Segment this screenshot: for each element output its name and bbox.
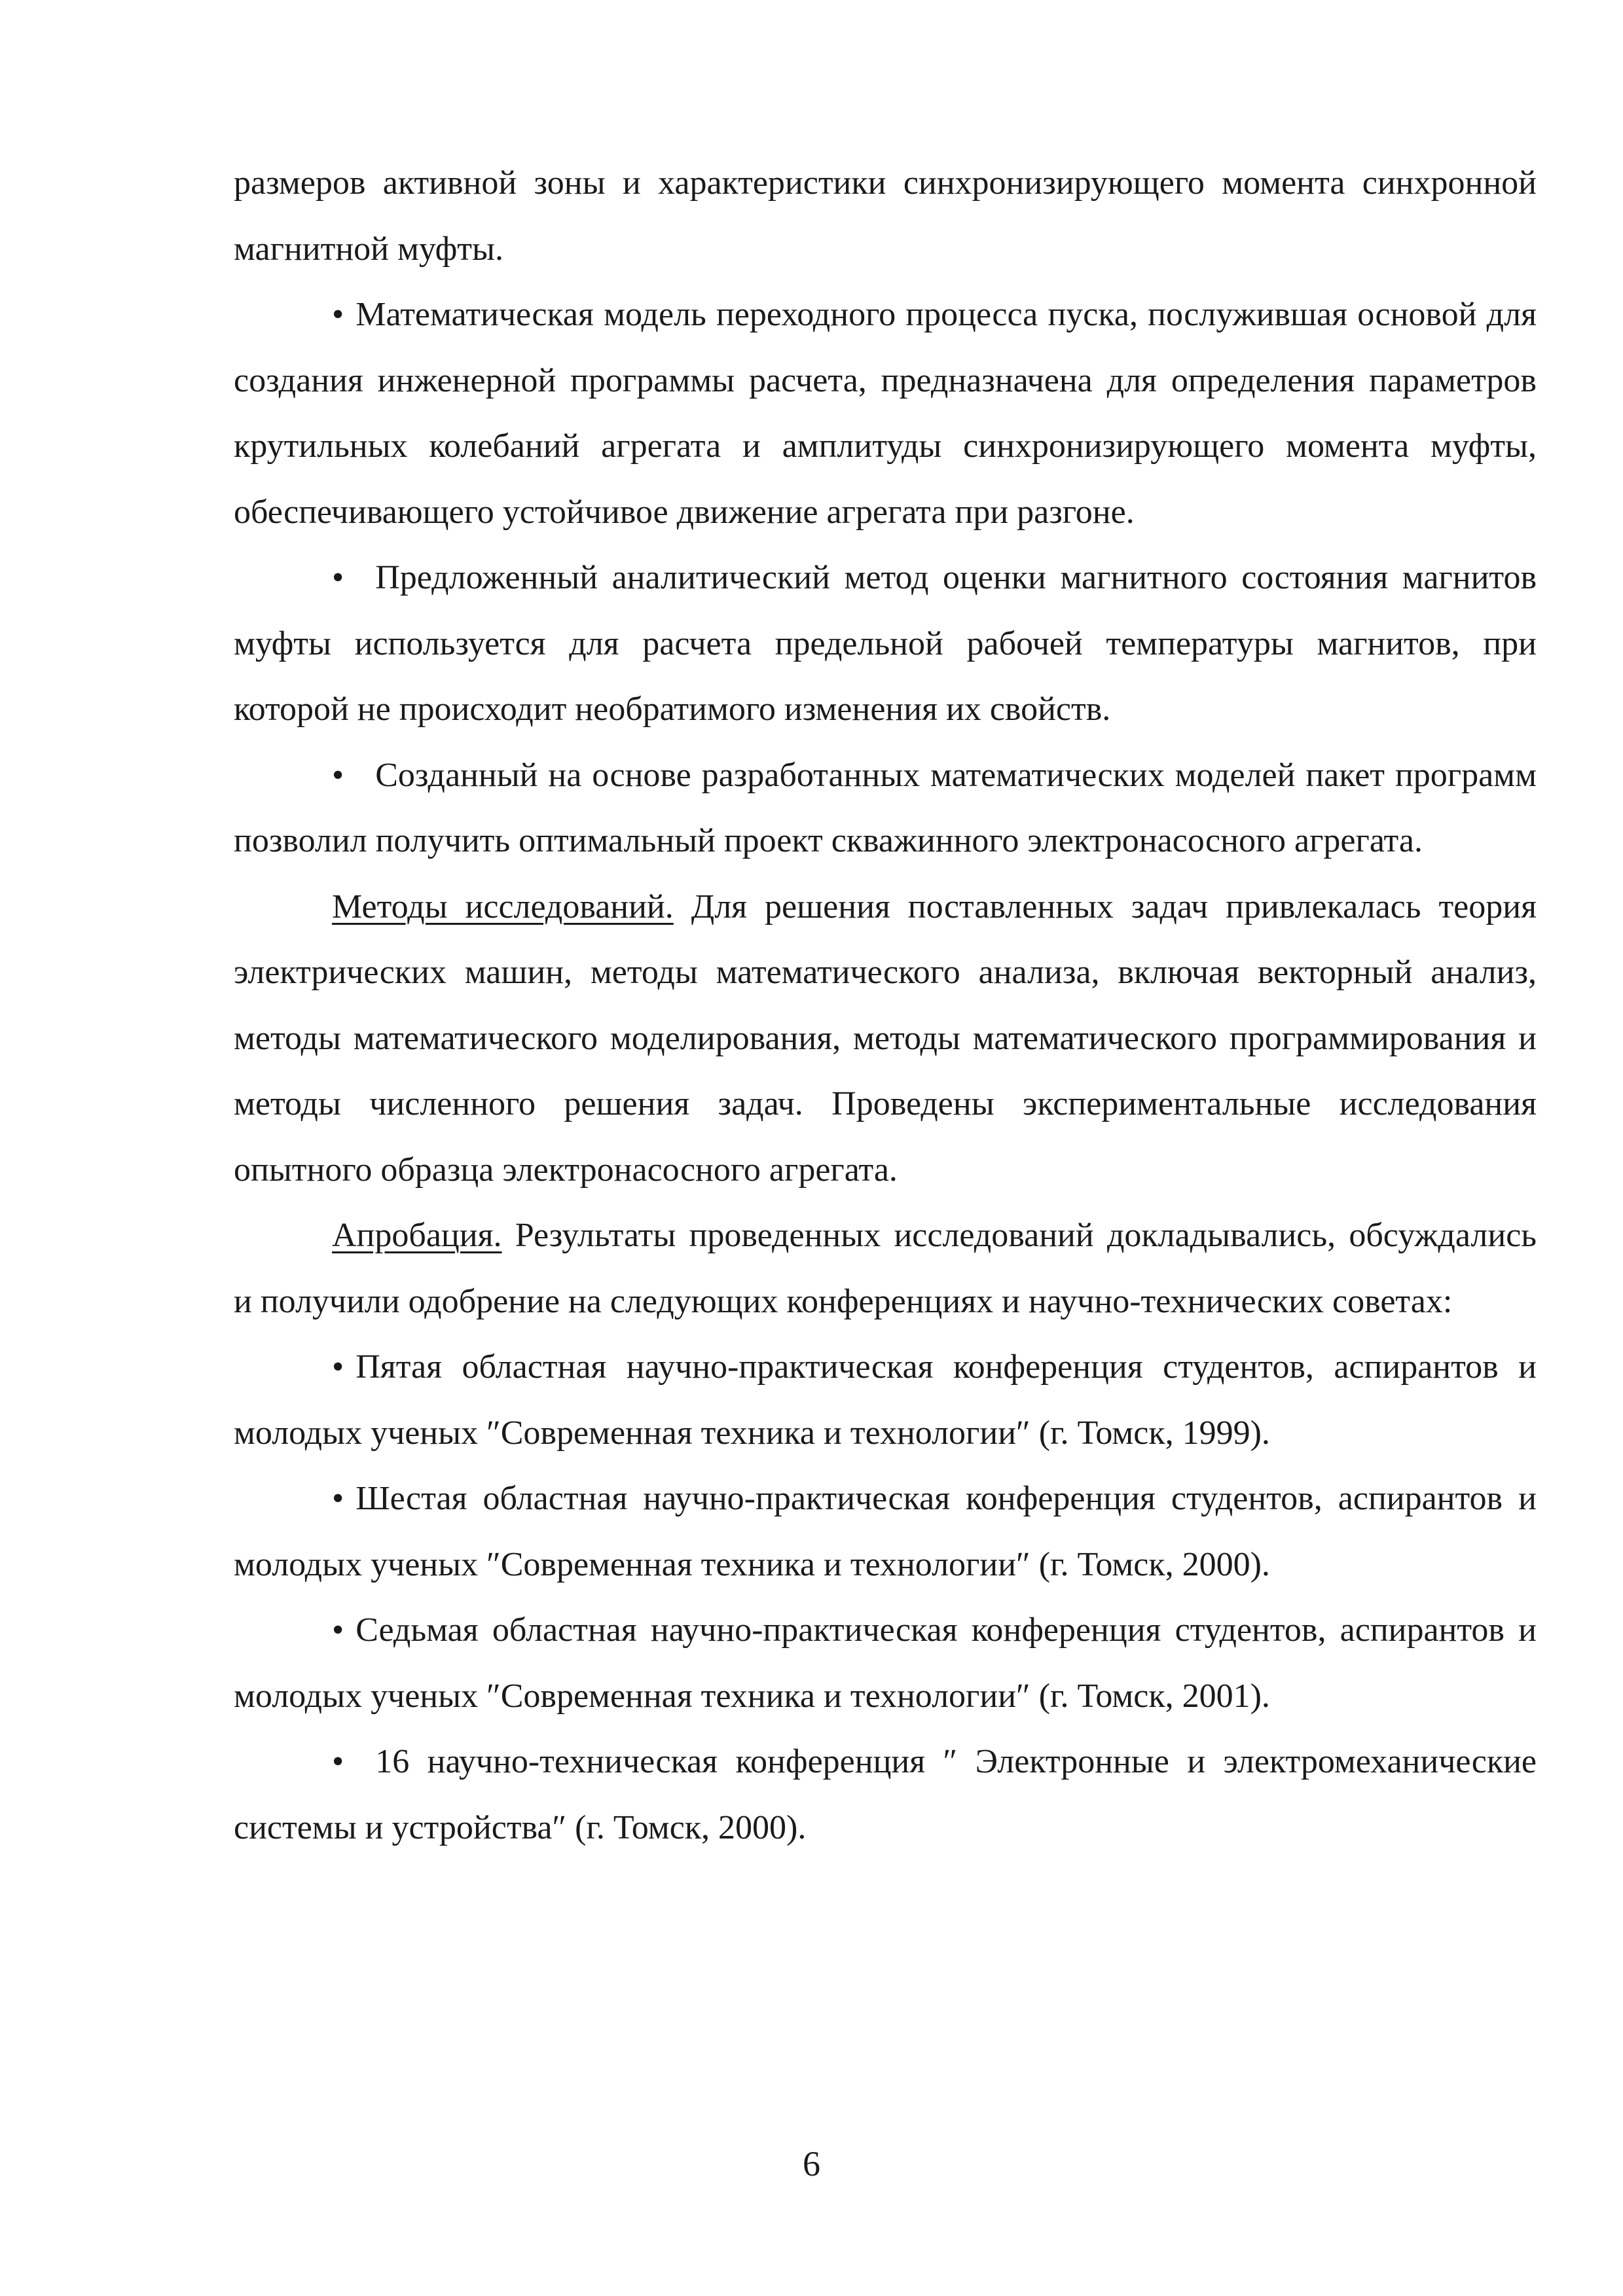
bullet-item-conference-1999 [234, 1335, 1537, 1466]
paragraph-text: Предложенный аналитический метод оценки магнитного состояния магнитов муфты используется для расчета предельной рабочей температуры магнитов, при которой не происходит необратимого изменения их свойств. [234, 559, 1537, 728]
bullet-icon: • [332, 1348, 344, 1386]
paragraph-text: Результаты проведенных исследований докладывались, обсуждались и получили одобрение на следующих конференциях и научно-технических советах: [234, 1217, 1537, 1320]
bullet-item-software-package [234, 743, 1537, 874]
paragraph-text: Для решения поставленных задач привлекалась теория электрических машин, методы математического анализа, включая векторный анализ, методы математического моделирования, методы математического программирования и методы численного решения задач. Проведены экспериментальные исследования опытного образца электронасосного агрегата. [234, 888, 1537, 1189]
paragraph-text: Седьмая областная научно-практическая конференция студентов, аспирантов и молодых ученых ″Современная техника и технологии″ (г. Томск, 2001). [234, 1611, 1537, 1715]
paragraph-research-methods [234, 874, 1537, 1204]
bullet-icon: • [332, 1480, 344, 1517]
paragraph-text: Созданный на основе разработанных математических моделей пакет программ позволил получить оптимальный проект скважинного электронасосного агрегата. [234, 756, 1537, 859]
bullet-item-conference-16 [234, 1729, 1537, 1861]
paragraph-active-zone [234, 151, 1537, 282]
bullet-icon: • [332, 296, 344, 333]
paragraph-text: Пятая областная научно-практическая конференция студентов, аспирантов и молодых ученых ″Современная техника и технологии″ (г. Томск, 1999). [234, 1348, 1537, 1452]
paragraph-text: размеров активной зоны и характеристики синхронизирующего момента синхронной магнитной муфты. [234, 164, 1537, 268]
section-heading-methods: Методы исследований. [332, 888, 674, 925]
bullet-item-analytic-method [234, 545, 1537, 743]
paragraph-approbation [234, 1203, 1537, 1335]
bullet-icon: • [332, 1743, 344, 1780]
bullet-icon: • [332, 1611, 344, 1649]
paragraph-text: Шестая областная научно-практическая конференция студентов, аспирантов и молодых ученых ″Современная техника и технологии″ (г. Томск, 2000). [234, 1480, 1537, 1583]
bullet-item-conference-2001 [234, 1598, 1537, 1729]
page-number: 6 [803, 2144, 820, 2183]
bullet-item-conference-2000 [234, 1466, 1537, 1598]
paragraph-text: Математическая модель переходного процесса пуска, послужившая основой для создания инженерной программы расчета, предназначена для определения параметров крутильных колебаний агрегата и амплитуды синхронизирующего момента муфты, обеспечивающего устойчивое движение агрегата при разгоне. [234, 296, 1537, 531]
bullet-icon: • [332, 559, 344, 596]
bullet-item-math-model [234, 282, 1537, 545]
bullet-icon: • [332, 756, 344, 794]
section-heading-approbation: Апробация. [332, 1217, 502, 1254]
paragraph-text: 16 научно-техническая конференция ″ Электронные и электромеханические системы и устройства″ (г. Томск, 2000). [234, 1743, 1537, 1846]
document-body [234, 151, 1537, 1861]
